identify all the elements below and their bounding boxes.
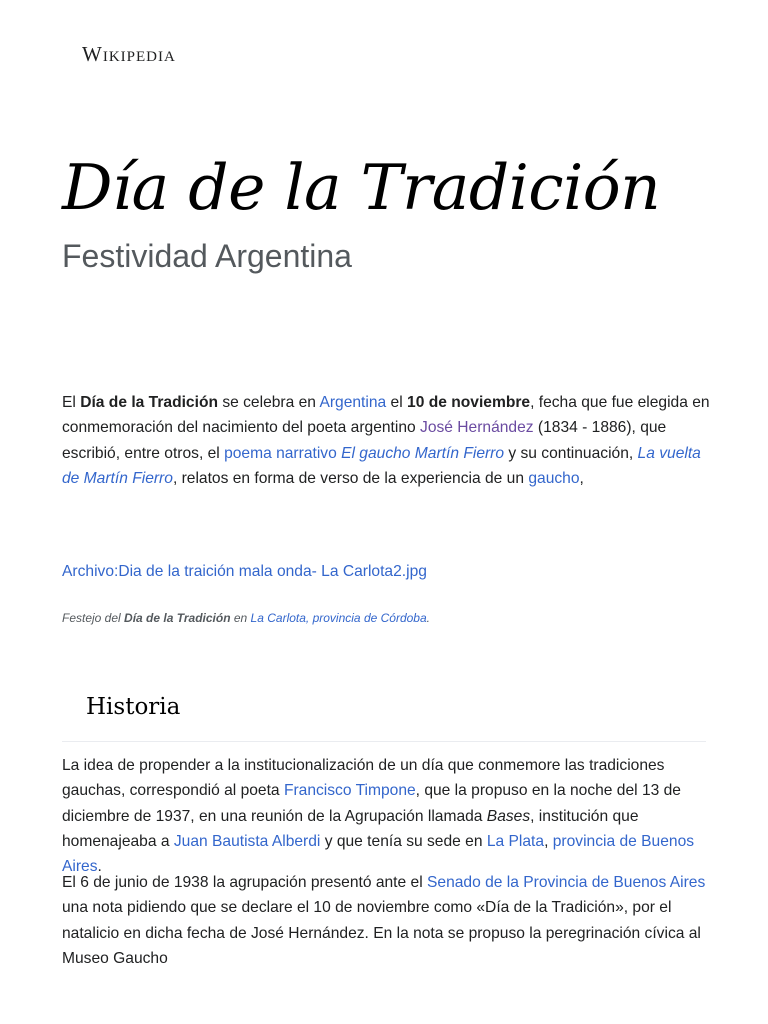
link-gaucho[interactable]: gaucho: [528, 469, 580, 487]
link-argentina[interactable]: Argentina: [319, 394, 387, 411]
text: en: [230, 611, 251, 625]
text: , que la propuso en la noche del 13 de diciembre de 1937, en una reunión de la Agrupación llamada: [62, 782, 681, 825]
text: El 6 de junio de 1938 la agrupación presentó ante el: [62, 874, 427, 891]
text: , institución que homenajeaba a: [62, 807, 639, 850]
link-juan-bautista-alberdi[interactable]: Juan Bautista Alberdi: [173, 832, 321, 850]
page-title: Día de la Tradición: [62, 151, 661, 224]
section-divider: [62, 741, 706, 742]
bold-term: Día de la Tradición: [124, 611, 231, 625]
text: el: [386, 394, 408, 411]
historia-paragraph-1: [62, 753, 712, 879]
text: La idea de propender a la institucionalización de un día que conmemore las tradiciones gauchas, correspondió al poeta: [62, 757, 665, 800]
link-poema-narrativo[interactable]: poema narrativo: [224, 444, 337, 462]
text: .: [426, 611, 430, 625]
italic-term: Bases: [486, 807, 531, 825]
text: ,: [579, 469, 584, 487]
text: y que tenía su sede en: [320, 832, 487, 850]
section-heading-historia[interactable]: Historia: [86, 694, 181, 720]
intro-paragraph: [62, 390, 712, 491]
text: se celebra en: [218, 394, 320, 411]
bold-term: Día de la Tradición: [80, 394, 218, 411]
text: , fecha que fue elegida en conmemoración del nacimiento del poeta argentino: [62, 394, 710, 437]
text: .: [97, 858, 102, 876]
link-senado-provincia[interactable]: Senado de la Provincia de Buenos Aires: [427, 874, 706, 891]
link-la-carlota[interactable]: La Carlota, provincia de Córdoba: [250, 611, 427, 625]
link-la-plata[interactable]: La Plata: [486, 832, 545, 850]
text: una nota pidiendo que se declare el 10 de noviembre como «Día de la Tradición», por el natalicio en dicha fecha de José Hernández. En la nota se propuso la peregrinación cívica al Museo Gaucho: [62, 899, 701, 967]
bold-date: 10 de noviembre: [407, 394, 531, 411]
historia-paragraph-2: [62, 870, 712, 971]
text: ,: [544, 832, 553, 850]
figure-caption: [62, 611, 430, 625]
text: (1834 - 1886), que escribió, entre otros, el: [62, 419, 667, 462]
text: El: [62, 394, 81, 411]
image-file-link[interactable]: Archivo:Dia de la traición mala onda- La Carlota2.jpg: [62, 563, 427, 580]
text: y su continuación,: [504, 444, 638, 462]
text: , relatos en forma de verso de la experiencia de un: [172, 469, 529, 487]
text: Festejo del: [62, 611, 125, 625]
link-francisco-timpone[interactable]: Francisco Timpone: [283, 782, 416, 800]
page-subtitle: Festividad Argentina: [62, 238, 352, 274]
link-jose-hernandez[interactable]: José Hernández: [420, 419, 534, 437]
link-gaucho-martin-fierro[interactable]: El gaucho Martín Fierro: [341, 444, 505, 462]
wikipedia-logo[interactable]: Wikipedia: [82, 42, 176, 66]
link-provincia-buenos-aires[interactable]: provincia de Buenos Aires: [62, 832, 695, 876]
link-vuelta-martin-fierro[interactable]: La vuelta de Martín Fierro: [62, 444, 701, 487]
